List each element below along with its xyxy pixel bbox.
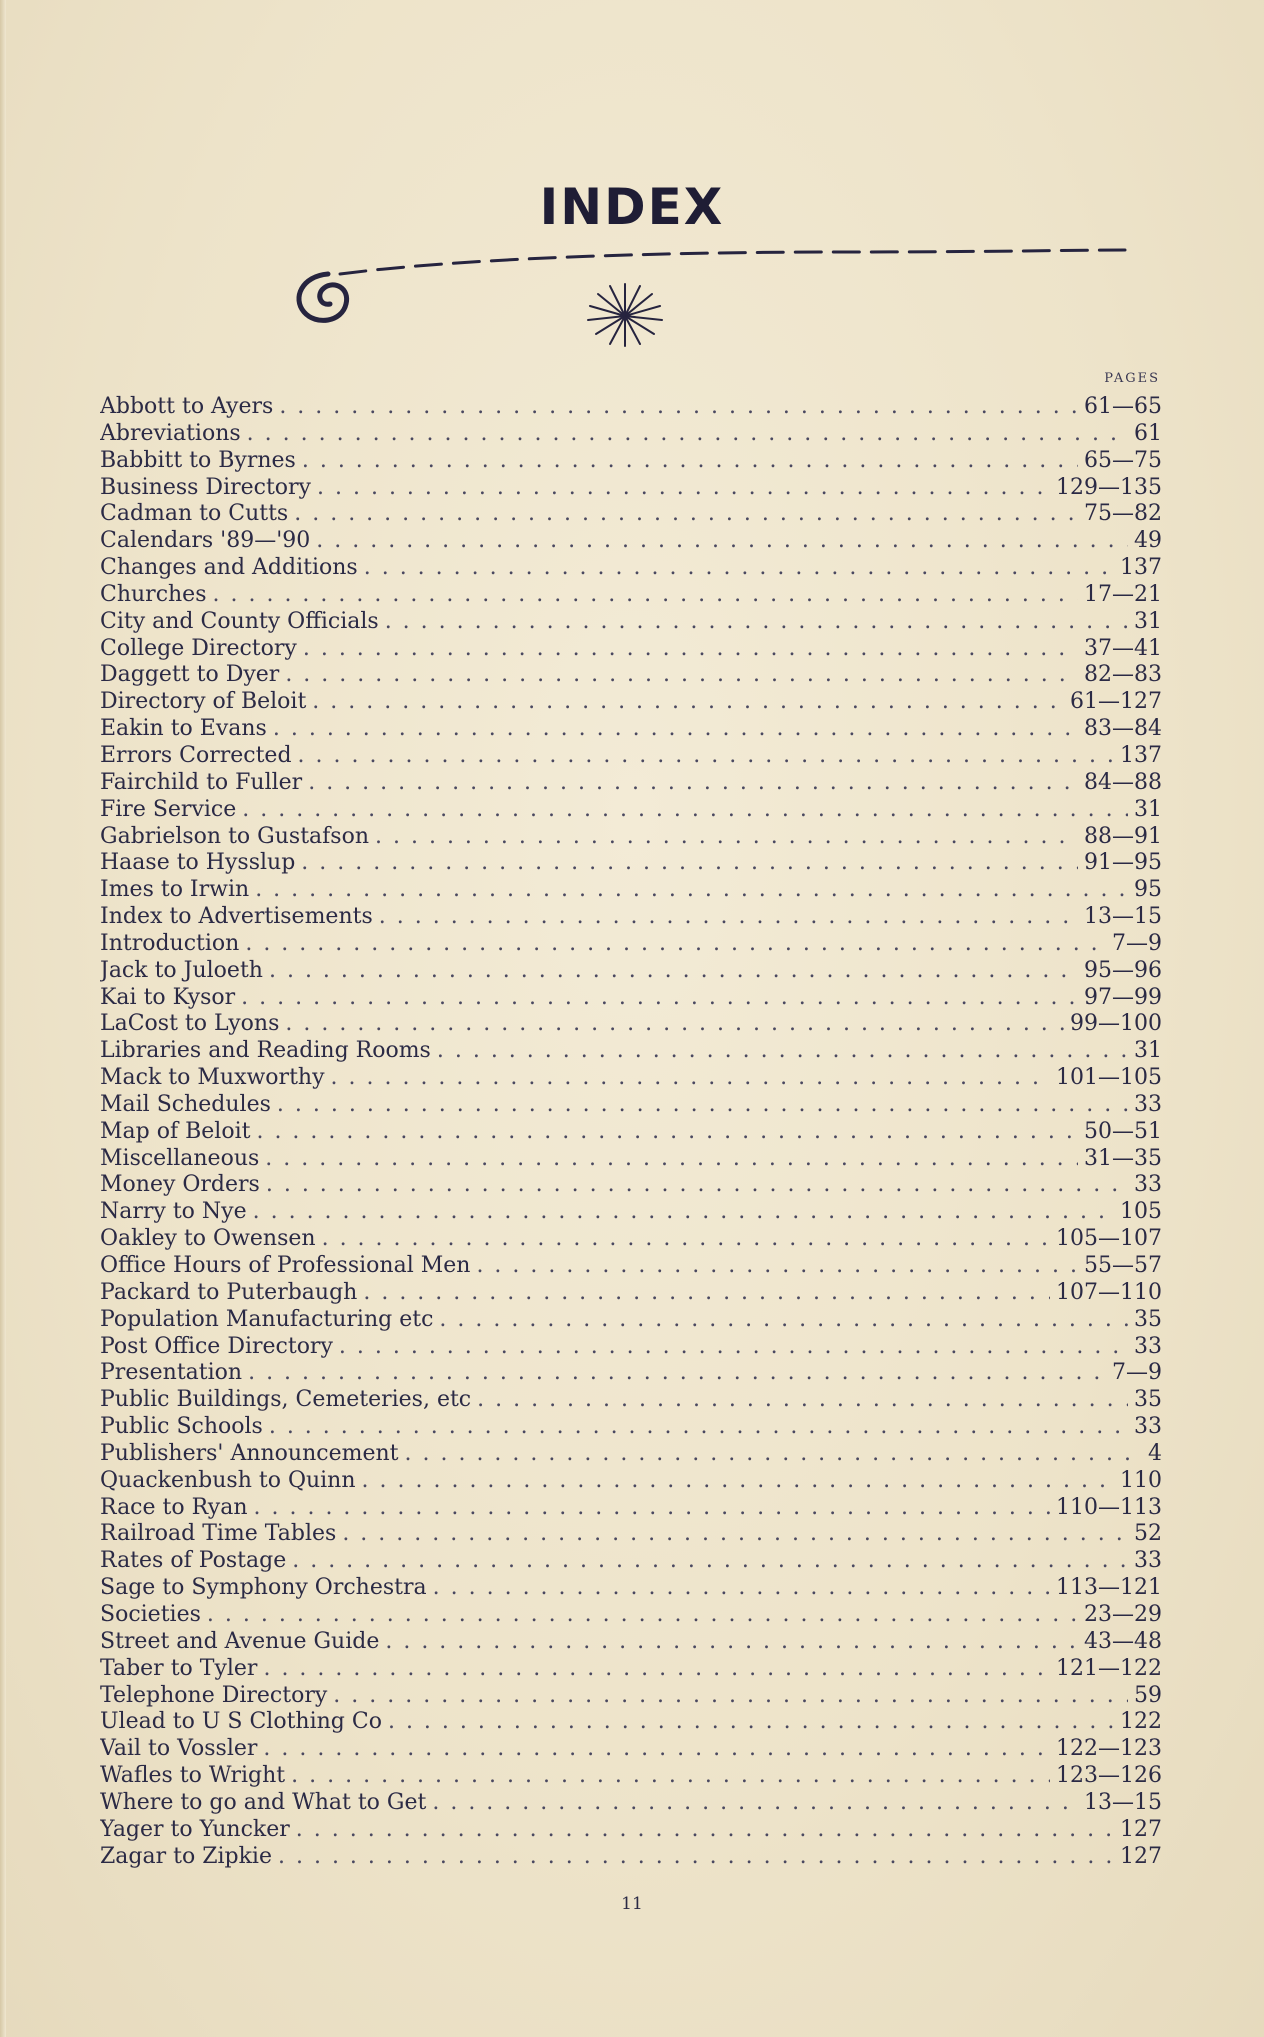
entry-pages: 123—126 (1056, 1763, 1162, 1789)
entry-pages: 33 (1134, 1333, 1162, 1359)
entry-pages: 7—9 (1112, 930, 1162, 956)
entry-pages: 33 (1134, 1548, 1162, 1574)
entry-name: Directory of Beloit (100, 689, 307, 715)
entry-pages: 35 (1134, 1387, 1162, 1413)
pages-column-header: PAGES (1104, 371, 1160, 386)
entry-pages: 110—113 (1056, 1494, 1162, 1520)
index-entry (100, 1736, 1162, 1763)
index-entry (100, 1709, 1162, 1736)
entry-name: Oakley to Owensen (100, 1226, 316, 1252)
entry-pages: 13—15 (1084, 1789, 1162, 1815)
dot-leader (437, 1038, 1128, 1065)
index-entry (100, 1011, 1162, 1038)
index-entry (100, 1629, 1162, 1656)
index-entry (100, 1495, 1162, 1522)
entry-name: Zagar to Zipkie (100, 1843, 272, 1869)
entry-name: Rates of Postage (100, 1548, 287, 1574)
index-entry (100, 1146, 1162, 1173)
dot-leader (273, 716, 1078, 743)
dot-leader (302, 448, 1078, 475)
entry-pages: 13—15 (1084, 904, 1162, 930)
entry-name: Changes and Additions (100, 555, 358, 581)
dot-leader (342, 1521, 1128, 1548)
entry-name: Mack to Muxworthy (100, 1065, 325, 1091)
entry-pages: 52 (1134, 1521, 1162, 1547)
entry-pages: 61—127 (1070, 689, 1162, 715)
entry-name: Ulead to U S Clothing Co (100, 1709, 382, 1735)
entry-pages: 4 (1148, 1440, 1162, 1466)
dot-leader (375, 824, 1078, 851)
page-edge (0, 0, 6, 2037)
entry-pages: 91—95 (1084, 850, 1162, 876)
dot-leader (294, 501, 1078, 528)
dot-leader (248, 1360, 1106, 1387)
entry-name: Fire Service (100, 796, 237, 822)
dot-leader (308, 770, 1078, 797)
entry-name: City and County Officials (100, 608, 379, 634)
index-entry (100, 1172, 1162, 1199)
entry-pages: 31 (1134, 796, 1162, 822)
dot-leader (298, 743, 1114, 770)
dot-leader (285, 1011, 1064, 1038)
index-entry (100, 1548, 1162, 1575)
index-entry (100, 1521, 1162, 1548)
entry-pages: 33 (1134, 1172, 1162, 1198)
index-entry (100, 1656, 1162, 1683)
entry-pages: 49 (1134, 528, 1162, 554)
dot-leader (333, 1683, 1128, 1710)
entry-pages: 127 (1120, 1816, 1162, 1842)
dot-leader (317, 475, 1050, 502)
entry-name: Presentation (100, 1360, 243, 1386)
entry-name: LaCost to Lyons (100, 1011, 280, 1037)
entry-name: Churches (100, 581, 207, 607)
index-entry (100, 958, 1162, 985)
dot-leader (339, 1334, 1128, 1361)
index-entry (100, 797, 1162, 824)
index-entry (100, 582, 1162, 609)
index-entry (100, 877, 1162, 904)
entry-name: Introduction (100, 930, 240, 956)
index-entry (100, 1602, 1162, 1629)
page-title: INDEX (539, 178, 725, 236)
entry-name: Abbott to Ayers (100, 394, 274, 419)
entry-name: Taber to Tyler (100, 1655, 258, 1681)
dot-leader (256, 1119, 1078, 1146)
entry-pages: 59 (1134, 1682, 1162, 1708)
entry-pages: 95—96 (1084, 957, 1162, 983)
dot-leader (277, 1092, 1128, 1119)
page-number: 11 (621, 1894, 643, 1914)
entry-pages: 31 (1134, 1038, 1162, 1064)
entry-name: Kai to Kysor (100, 984, 236, 1010)
dot-leader (363, 1280, 1050, 1307)
entry-name: Public Buildings, Cemeteries, etc (100, 1387, 472, 1413)
entry-name: Haase to Hysslup (100, 850, 296, 876)
entry-name: Population Manufacturing etc (100, 1306, 434, 1332)
dot-leader (254, 1495, 1051, 1522)
entry-name: Eakin to Evans (100, 716, 267, 742)
index-entry (100, 931, 1162, 958)
index-entry (100, 528, 1162, 555)
index-entry (100, 1092, 1162, 1119)
index-entry (100, 394, 1162, 421)
index-entry (100, 662, 1162, 689)
entry-pages: 122 (1120, 1709, 1162, 1735)
entry-name: Money Orders (100, 1172, 260, 1198)
index-entry (100, 1468, 1162, 1495)
entry-pages: 95 (1134, 877, 1162, 903)
entry-name: Societies (100, 1601, 201, 1627)
index-entry (100, 743, 1162, 770)
entry-pages: 65—75 (1084, 447, 1162, 473)
dot-leader (269, 958, 1078, 985)
index-entry (100, 555, 1162, 582)
index-entry (100, 770, 1162, 797)
entry-name: Miscellaneous (100, 1145, 260, 1171)
dot-leader (296, 1817, 1114, 1844)
entry-pages: 7—9 (1112, 1360, 1162, 1386)
index-entry (100, 1199, 1162, 1226)
dot-leader (364, 555, 1114, 582)
entry-pages: 17—21 (1084, 581, 1162, 607)
entry-pages: 35 (1134, 1306, 1162, 1332)
dot-leader (331, 1065, 1051, 1092)
dot-leader (362, 1468, 1114, 1495)
index-entry (100, 1226, 1162, 1253)
entry-name: Daggett to Dyer (100, 662, 280, 688)
index-entry (100, 636, 1162, 663)
index-entry (100, 1844, 1162, 1871)
dot-leader (322, 1226, 1050, 1253)
index-entry (100, 1038, 1162, 1065)
index-entry (100, 1253, 1162, 1280)
index-entry (100, 689, 1162, 716)
dot-leader (269, 1414, 1128, 1441)
dot-leader (312, 689, 1064, 716)
dot-leader (301, 850, 1078, 877)
entry-pages: 107—110 (1056, 1279, 1162, 1305)
entry-name: Jack to Juloeth (100, 957, 263, 983)
index-entry (100, 1683, 1162, 1710)
entry-pages: 33 (1134, 1091, 1162, 1117)
dot-leader (263, 1736, 1050, 1763)
entry-pages: 113—121 (1056, 1575, 1162, 1601)
dot-leader (439, 1307, 1128, 1334)
entry-name: Index to Advertisements (100, 904, 373, 930)
index-entry (100, 1119, 1162, 1146)
dot-leader (385, 1629, 1078, 1656)
index-entry (100, 1387, 1162, 1414)
entry-name: Fairchild to Fuller (100, 769, 303, 795)
dot-leader (253, 1199, 1114, 1226)
index-entry (100, 985, 1162, 1012)
entry-name: Map of Beloit (100, 1118, 251, 1144)
dot-leader (385, 609, 1128, 636)
entry-pages: 23—29 (1084, 1601, 1162, 1627)
entry-pages: 88—91 (1084, 823, 1162, 849)
entry-pages: 105 (1120, 1199, 1162, 1225)
index-entry (100, 448, 1162, 475)
dot-leader (316, 528, 1128, 555)
entry-pages: 61 (1134, 420, 1162, 446)
dot-leader (266, 1172, 1128, 1199)
dashed-rule (340, 250, 1125, 274)
index-entry (100, 421, 1162, 448)
entry-name: Office Hours of Professional Men (100, 1253, 471, 1278)
entry-pages: 129—135 (1056, 474, 1162, 500)
entry-pages: 31 (1134, 608, 1162, 634)
entry-pages: 31—35 (1084, 1145, 1162, 1171)
entry-pages: 121—122 (1056, 1655, 1162, 1681)
entry-pages: 84—88 (1084, 769, 1162, 795)
entry-name: Street and Avenue Guide (100, 1628, 380, 1654)
entry-name: Vail to Vossler (100, 1736, 258, 1762)
dot-leader (207, 1602, 1078, 1629)
entry-name: Sage to Symphony Orchestra (100, 1575, 427, 1601)
dot-leader (292, 1548, 1128, 1575)
entry-pages: 75—82 (1084, 501, 1162, 527)
entry-pages: 50—51 (1084, 1118, 1162, 1144)
index-entry (100, 824, 1162, 851)
index-entry (100, 1575, 1162, 1602)
entry-name: Publishers' Announcement (100, 1440, 399, 1466)
entry-name: Gabrielson to Gustafson (100, 823, 369, 849)
entry-pages: 37—41 (1084, 635, 1162, 661)
entry-name: College Directory (100, 635, 297, 661)
dot-leader (255, 877, 1128, 904)
entry-pages: 137 (1120, 555, 1162, 581)
index-entry (100, 716, 1162, 743)
entry-name: Telephone Directory (100, 1682, 328, 1708)
entry-pages: 82—83 (1084, 662, 1162, 688)
entry-pages: 127 (1120, 1843, 1162, 1869)
dot-leader (405, 1441, 1143, 1468)
dot-leader (278, 1844, 1114, 1871)
index-entry (100, 475, 1162, 502)
entry-name: Cadman to Cutts (100, 501, 289, 527)
entry-name: Errors Corrected (100, 742, 292, 768)
dot-leader (477, 1387, 1128, 1414)
entry-name: Public Schools (100, 1414, 263, 1440)
index-entry (100, 1280, 1162, 1307)
entry-name: Narry to Nye (100, 1199, 247, 1225)
entry-name: Abreviations (100, 420, 241, 446)
index-entry (100, 1763, 1162, 1790)
dot-leader (242, 797, 1128, 824)
dot-leader (379, 904, 1078, 931)
index-entry (100, 1790, 1162, 1817)
index-entry (100, 1817, 1162, 1844)
entry-name: Where to go and What to Get (100, 1789, 427, 1815)
index-entry (100, 904, 1162, 931)
index-entry (100, 1334, 1162, 1361)
dot-leader (245, 931, 1106, 958)
entry-name: Business Directory (100, 474, 311, 500)
dot-leader (433, 1575, 1050, 1602)
entry-pages: 43—48 (1084, 1628, 1162, 1654)
index-entry (100, 1360, 1162, 1387)
entry-name: Wafles to Wright (100, 1763, 286, 1789)
entry-pages: 137 (1120, 742, 1162, 768)
entry-name: Calendars '89—'90 (100, 528, 311, 554)
index-entry (100, 501, 1162, 528)
dot-leader (303, 636, 1078, 663)
dot-leader (432, 1790, 1078, 1817)
dot-leader (291, 1763, 1050, 1790)
entry-name: Imes to Irwin (100, 877, 250, 903)
entry-pages: 122—123 (1056, 1736, 1162, 1762)
entry-name: Packard to Puterbaugh (100, 1279, 358, 1305)
index-entry (100, 1441, 1162, 1468)
dot-leader (247, 421, 1128, 448)
entry-pages: 99—100 (1070, 1011, 1162, 1037)
index-entry (100, 609, 1162, 636)
entry-name: Yager to Yuncker (100, 1816, 290, 1842)
dot-leader (263, 1656, 1050, 1683)
entry-pages: 61—65 (1084, 394, 1162, 419)
entry-name: Libraries and Reading Rooms (100, 1038, 431, 1064)
entry-pages: 110 (1120, 1467, 1162, 1493)
dot-leader (388, 1709, 1114, 1736)
index-entry (100, 850, 1162, 877)
entry-name: Post Office Directory (100, 1333, 333, 1359)
dot-leader (213, 582, 1079, 609)
dot-leader (265, 1146, 1078, 1173)
index-list (100, 394, 1162, 1870)
entry-name: Mail Schedules (100, 1091, 271, 1117)
entry-pages: 33 (1134, 1414, 1162, 1440)
entry-pages: 97—99 (1084, 984, 1162, 1010)
entry-pages: 55—57 (1084, 1253, 1162, 1278)
entry-name: Railroad Time Tables (100, 1521, 337, 1547)
entry-name: Quackenbush to Quinn (100, 1467, 356, 1493)
dot-leader (476, 1253, 1078, 1280)
dot-leader (279, 394, 1078, 421)
entry-pages: 101—105 (1056, 1065, 1162, 1091)
dot-leader (241, 985, 1078, 1012)
entry-pages: 105—107 (1056, 1226, 1162, 1252)
entry-pages: 83—84 (1084, 716, 1162, 742)
dot-leader (285, 662, 1078, 689)
spiral-flourish (299, 274, 347, 320)
starburst (588, 284, 662, 346)
entry-name: Babbitt to Byrnes (100, 447, 296, 473)
index-entry (100, 1307, 1162, 1334)
index-entry (100, 1065, 1162, 1092)
index-entry (100, 1414, 1162, 1441)
title-ornament (280, 230, 1160, 375)
entry-name: Race to Ryan (100, 1494, 248, 1520)
